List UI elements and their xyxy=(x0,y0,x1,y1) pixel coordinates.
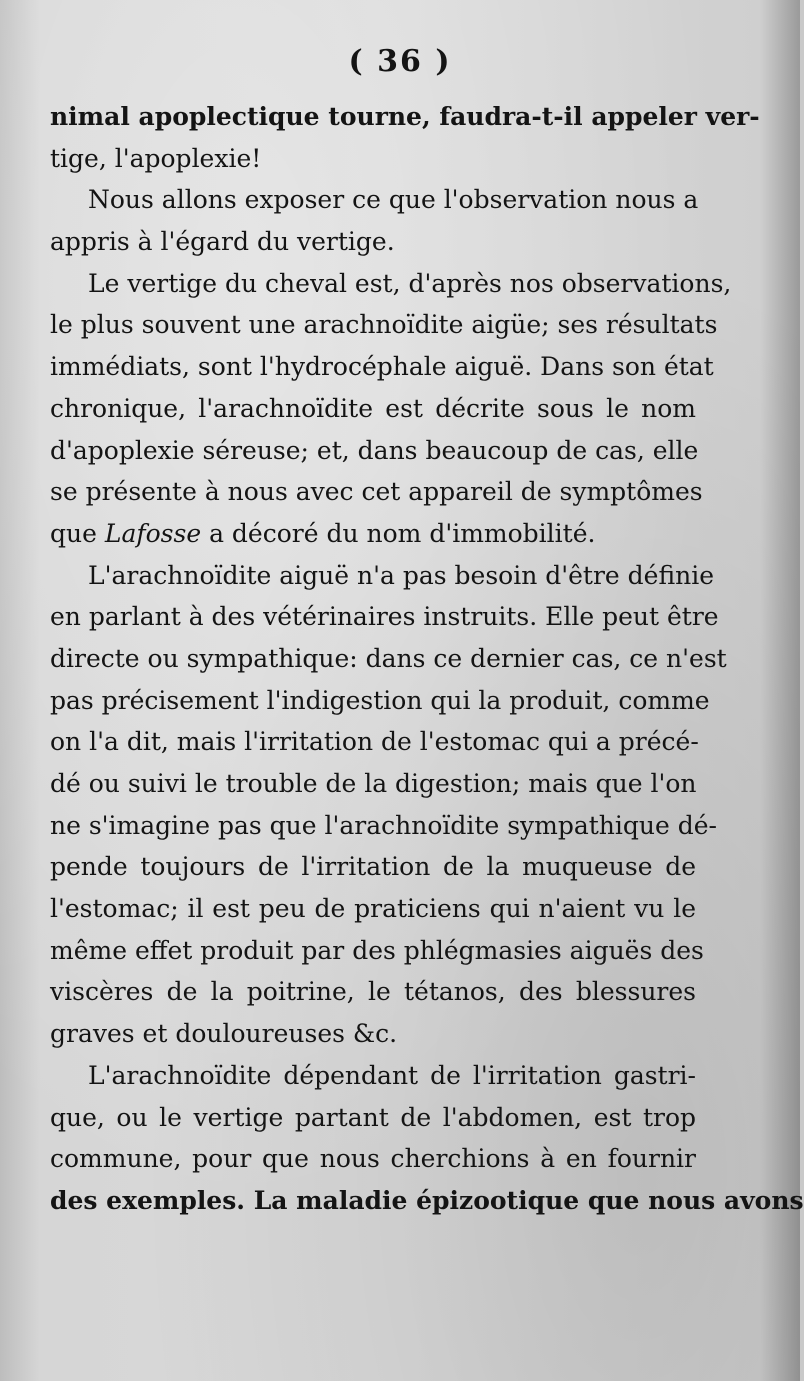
text-line: en parlant à des vétérinaires instruits. Elle peut être xyxy=(50,602,719,632)
text-line: graves et douloureuses &c. xyxy=(50,1019,398,1049)
text-line: directe ou sympathique: dans ce dernier cas, ce n'est xyxy=(50,643,727,673)
page-number: ( 36 ) xyxy=(348,44,452,79)
text-line xyxy=(50,513,696,555)
text-line: chronique, l'arachnoïdite est décrite sous le nom xyxy=(50,393,696,423)
text-line: pas précisement l'indigestion qui la produit, comme xyxy=(50,685,710,715)
text-line: commune, pour que nous cherchions à en fournir xyxy=(50,1144,696,1174)
text-line: d'apoplexie séreuse; et, dans beaucoup de cas, elle xyxy=(50,435,699,465)
body-text xyxy=(50,96,804,1222)
text-line: ne s'imagine pas que l'arachnoïdite sympathique dé- xyxy=(50,810,717,840)
text-line: immédiats, sont l'hydrocéphale aiguë. Dans son état xyxy=(50,352,714,382)
text-line: L'arachnoïdite aiguë n'a pas besoin d'être définie xyxy=(88,560,715,590)
text-line: se présente à nous avec cet appareil de symptômes xyxy=(50,477,703,507)
text-line: dé ou suivi le trouble de la digestion; mais que l'on xyxy=(50,769,697,798)
text-line: tige, l'apoplexie! xyxy=(50,143,262,173)
author-name: Lafosse xyxy=(104,518,202,548)
text-line: des exemples. La maladie épizootique que nous avons xyxy=(50,1185,804,1215)
text-line: on l'a dit, mais l'irritation de l'estomac qui a précé- xyxy=(50,727,699,757)
text-line: L'arachnoïdite dépendant de l'irritation gastri- xyxy=(88,1060,696,1090)
text-line: l'estomac; il est peu de praticiens qui n'aient vu le xyxy=(50,894,696,924)
text-segment: a décoré du nom d'immobilité. xyxy=(201,518,596,548)
text-line: que, ou le vertige partant de l'abdomen, est trop xyxy=(50,1102,696,1132)
text-line: pende toujours de l'irritation de la muqueuse de xyxy=(50,852,696,882)
text-line: même effet produit par des phlégmasies aiguës des xyxy=(50,935,704,965)
text-line: Nous allons exposer ce que l'observation nous a xyxy=(88,185,699,215)
text-line: appris à l'égard du vertige. xyxy=(50,227,395,257)
text-line: viscères de la poitrine, le tétanos, des blessures xyxy=(50,977,696,1007)
text-line: nimal apoplectique tourne, faudra-t-il appeler ver- xyxy=(50,102,760,131)
text-segment: que xyxy=(50,518,105,548)
text-line: Le vertige du cheval est, d'après nos observations, xyxy=(88,268,732,298)
text-line: le plus souvent une arachnoïdite aigüe; ses résultats xyxy=(50,310,718,340)
